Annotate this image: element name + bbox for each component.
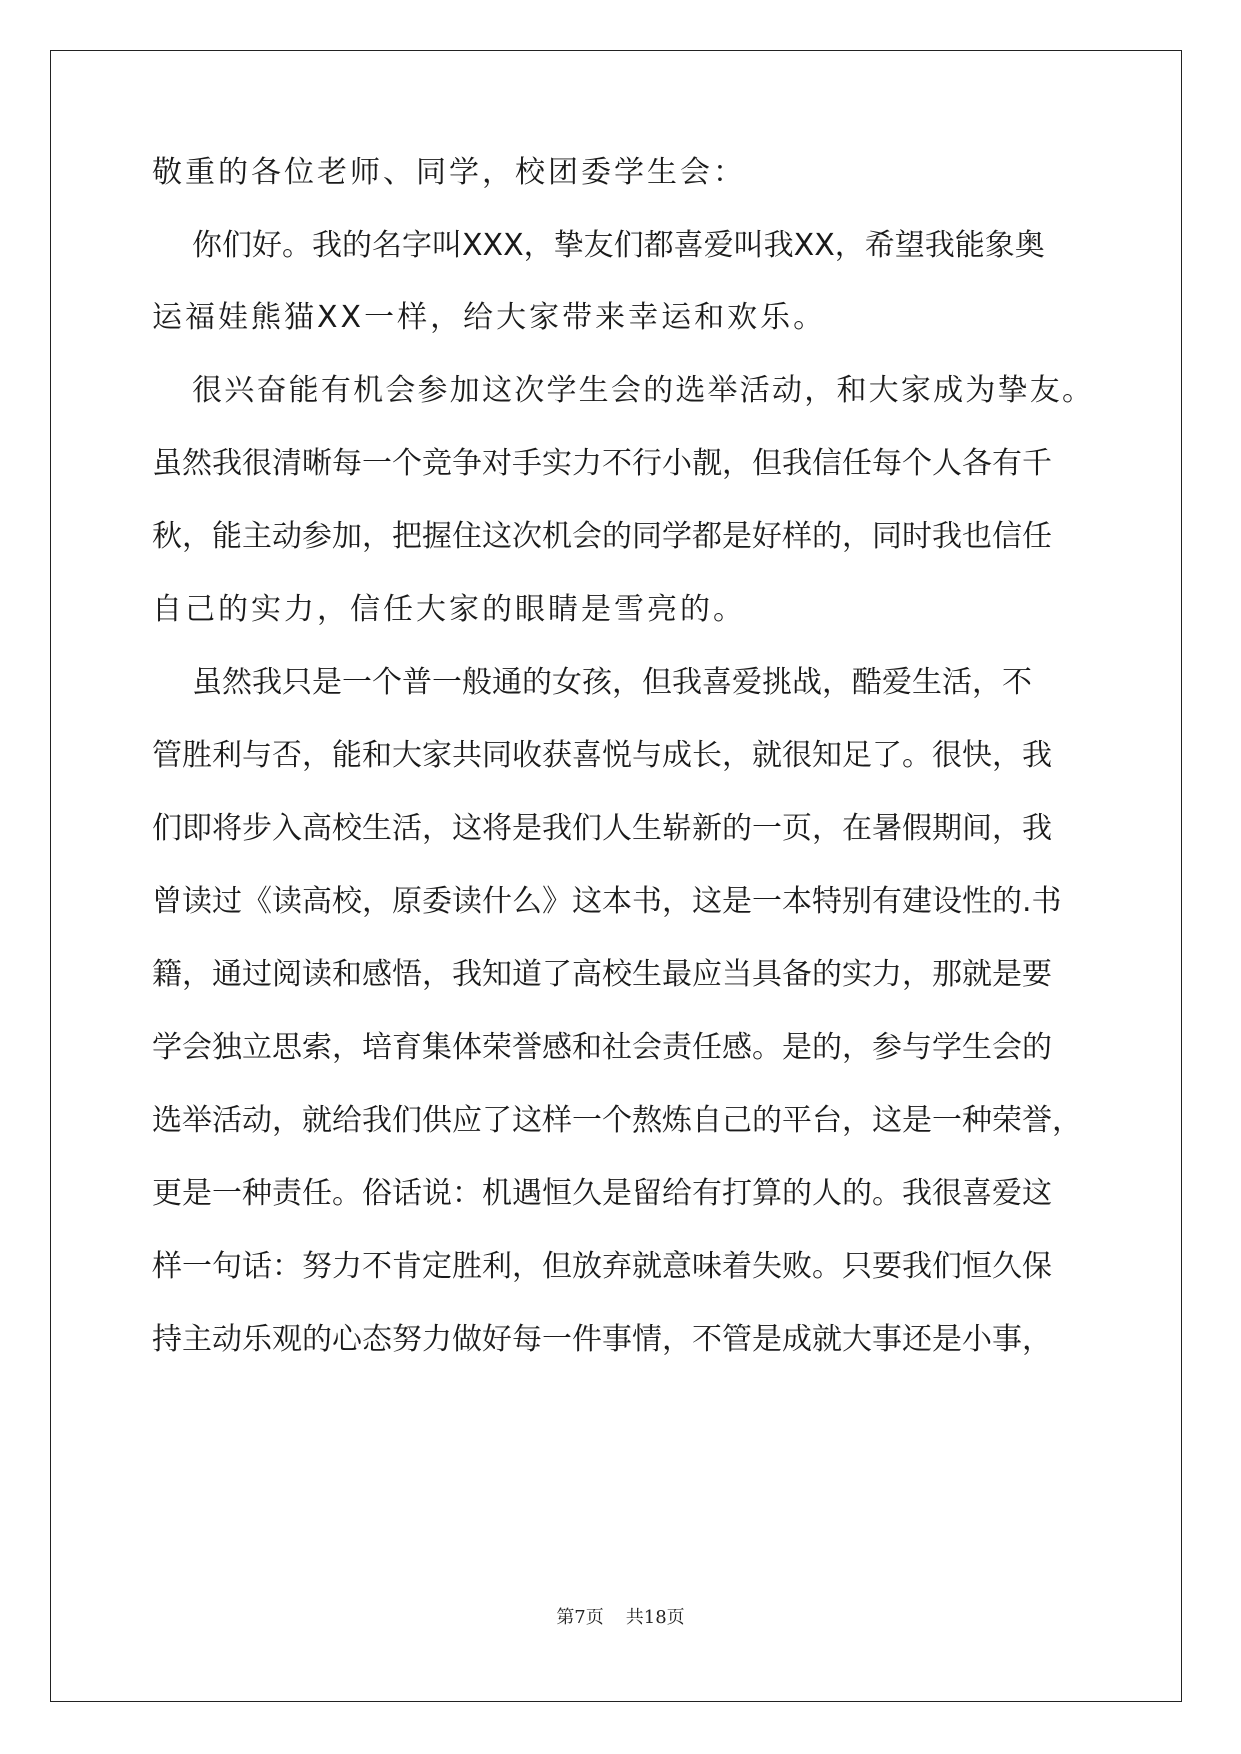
paragraph-line: 运福娃熊猫XX一样，给大家带来幸运和欢乐。: [152, 300, 827, 335]
paragraph-line: 们即将步入高校生活，这将是我们人生崭新的一页，在暑假期间，我: [152, 811, 1052, 846]
page-number-current: 第7页: [556, 1607, 604, 1628]
paragraph-line: 更是一种责任。俗话说：机遇恒久是留给有打算的人的。我很喜爱这: [152, 1176, 1052, 1211]
page-number-total: 共18页: [625, 1607, 685, 1628]
paragraph-line: 虽然我很清晰每一个竞争对手实力不行小靓，但我信任每个人各有千: [152, 446, 1052, 481]
page-footer: [0, 1607, 1241, 1629]
paragraph-line: 曾读过《读高校，原委读什么》这本书，这是一本特别有建设性的.书: [152, 884, 1062, 919]
paragraph-line: 自己的实力，信任大家的眼睛是雪亮的。: [152, 592, 746, 627]
paragraph-line: 样一句话：努力不肯定胜利，但放弃就意味着失败。只要我们恒久保: [152, 1249, 1052, 1284]
paragraph-line: 管胜利与否，能和大家共同收获喜悦与成长，就很知足了。很快，我: [152, 738, 1052, 773]
salutation-line: 敬重的各位老师、同学，校团委学生会：: [152, 155, 746, 190]
paragraph-line: 学会独立思索，培育集体荣誉感和社会责任感。是的，参与学生会的: [152, 1030, 1052, 1065]
paragraph-line: 秋，能主动参加，把握住这次机会的同学都是好样的，同时我也信任: [152, 519, 1052, 554]
paragraph-line: 籍，通过阅读和感悟，我知道了高校生最应当具备的实力，那就是要: [152, 957, 1052, 992]
paragraph-line: 选举活动，就给我们供应了这样一个熬炼自己的平台，这是一种荣誉，: [152, 1103, 1082, 1138]
paragraph-line: 虽然我只是一个普一般通的女孩，但我喜爱挑战，酷爱生活，不: [192, 665, 1032, 700]
paragraph-line: 持主动乐观的心态努力做好每一件事情，不管是成就大事还是小事，: [152, 1322, 1052, 1357]
paragraph-line: 很兴奋能有机会参加这次学生会的选举活动，和大家成为挚友。: [192, 373, 1092, 408]
paragraph-line: 你们好。我的名字叫XXX，挚友们都喜爱叫我XX，希望我能象奥: [192, 228, 1045, 263]
